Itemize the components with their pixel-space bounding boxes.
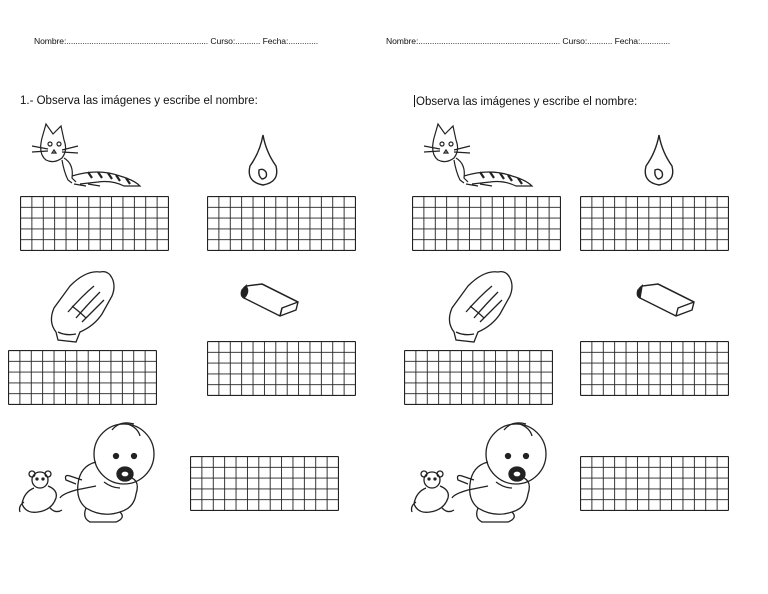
writing-grid-cat[interactable] bbox=[412, 196, 561, 251]
eraser-picture bbox=[634, 280, 700, 322]
writing-grid-glove[interactable] bbox=[8, 350, 157, 405]
instruction-text: 1.- Observa las imágenes y escribe el nombre: bbox=[20, 95, 258, 107]
text-cursor bbox=[414, 95, 415, 107]
date-label: Fecha: bbox=[614, 36, 641, 46]
writing-grid-cat[interactable] bbox=[20, 196, 169, 251]
writing-grid-baby[interactable] bbox=[190, 456, 339, 511]
name-label: Nombre: bbox=[34, 36, 67, 46]
worksheet-page-right bbox=[384, 0, 768, 594]
date-label: Fecha: bbox=[262, 36, 289, 46]
course-label: Curso: bbox=[210, 36, 236, 46]
drop-picture bbox=[246, 132, 280, 188]
course-label: Curso: bbox=[562, 36, 588, 46]
name-field[interactable]: .............................................................. bbox=[66, 36, 209, 46]
cat-picture bbox=[28, 120, 146, 190]
baby-picture bbox=[408, 418, 553, 528]
student-info-header bbox=[34, 36, 318, 46]
glove-picture bbox=[42, 266, 142, 346]
baby-picture bbox=[16, 418, 161, 528]
writing-grid-eraser[interactable] bbox=[207, 341, 356, 396]
date-field[interactable]: ............. bbox=[288, 36, 319, 46]
writing-grid-baby[interactable] bbox=[580, 456, 729, 511]
instruction-label: Observa las imágenes y escribe el nombre: bbox=[416, 96, 638, 108]
instruction-text[interactable] bbox=[414, 95, 637, 108]
date-field[interactable]: ............. bbox=[640, 36, 671, 46]
name-label: Nombre: bbox=[386, 36, 419, 46]
course-field[interactable]: ........... bbox=[235, 36, 261, 46]
course-field[interactable]: ........... bbox=[587, 36, 613, 46]
drop-picture bbox=[642, 132, 676, 188]
writing-grid-drop[interactable] bbox=[580, 196, 729, 251]
name-field[interactable]: .............................................................. bbox=[418, 36, 561, 46]
eraser-picture bbox=[238, 280, 304, 322]
student-info-header bbox=[386, 36, 670, 46]
glove-picture bbox=[440, 266, 540, 346]
writing-grid-glove[interactable] bbox=[404, 350, 553, 405]
cat-picture bbox=[420, 120, 538, 190]
writing-grid-eraser[interactable] bbox=[580, 341, 729, 396]
writing-grid-drop[interactable] bbox=[207, 196, 356, 251]
